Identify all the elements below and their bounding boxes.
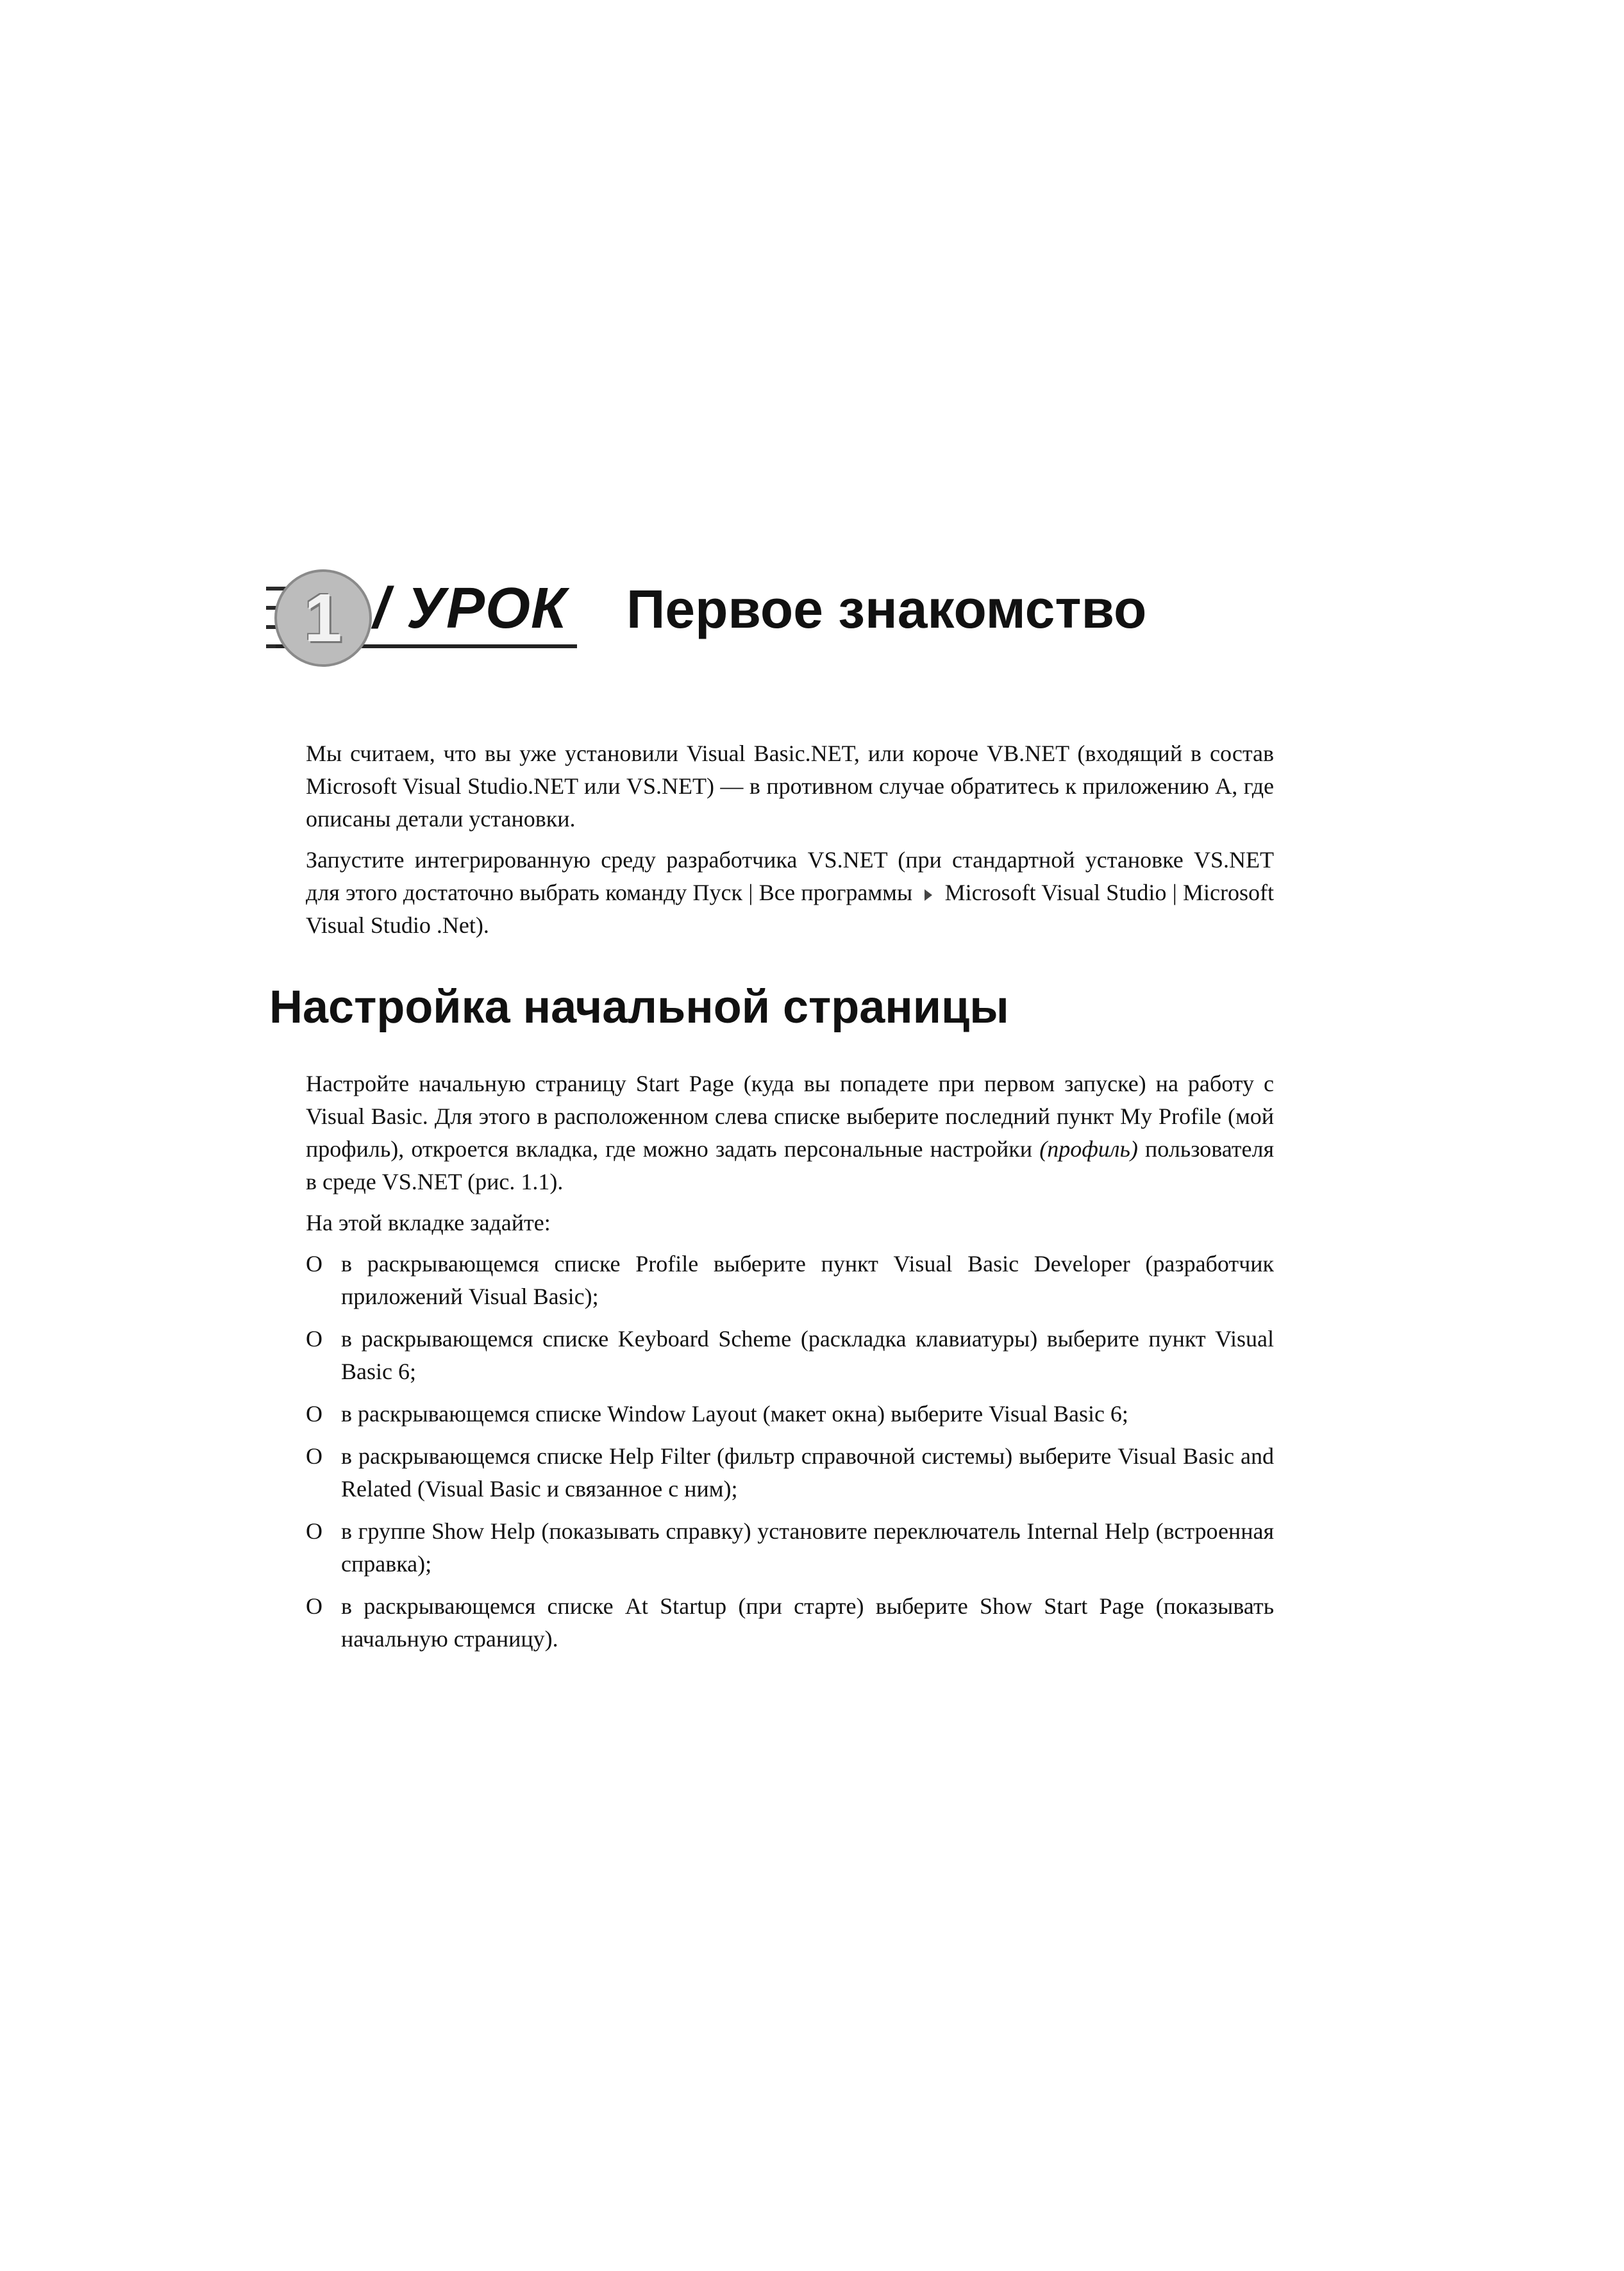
launch-text-before: Запустите интегрированную среду разработчика VS.NET (при стандартной установке VS.NET для этого достаточно выбрать команду Пуск | Все программы (306, 847, 1274, 905)
list-item-text: в раскрывающемся списке Keyboard Scheme (раскладка клавиатуры) выберите пункт Visual Basic 6; (341, 1326, 1274, 1384)
settings-list (306, 1248, 1274, 1655)
intro-section (306, 737, 1274, 950)
list-item-text: в раскрывающемся списке Help Filter (фильтр справочной системы) выберите Visual Basic and Related (Visual Basic и связанное с ним); (341, 1443, 1274, 1502)
list-item (306, 1590, 1274, 1655)
menu-arrow-icon (925, 889, 932, 901)
list-item-text: в раскрывающемся списке At Startup (при старте) выберите Show Start Page (показывать начальную страницу). (341, 1593, 1274, 1652)
list-item (306, 1440, 1274, 1505)
bullet-marker: О (306, 1401, 322, 1427)
intro-paragraph: Мы считаем, что вы уже установили Visual Basic.NET, или короче VB.NET (входящий в состав Microsoft Visual Studio.NET или VS.NET) — в противном случае обратитесь к приложению А, где описаны детали установки. (306, 741, 1274, 832)
chapter-header (256, 564, 1411, 673)
launch-paragraph (306, 844, 1274, 942)
section-heading: Настройка начальной страницы (269, 982, 1009, 1033)
bullet-marker: О (306, 1326, 322, 1352)
launch-text-middle: Microsoft Visual Studio | Microsoft Visual Studio (306, 880, 1275, 938)
settings-section (306, 1068, 1274, 1665)
list-item (306, 1248, 1274, 1313)
list-item-text: в группе Show Help (показывать справку) установите переключатель Internal Help (встроенная справка); (341, 1518, 1274, 1577)
list-item-text: в раскрывающемся списке Profile выберите пункт Visual Basic Developer (разработчик приложений Visual Basic); (341, 1251, 1274, 1309)
settings-intro-paragraph (306, 1068, 1274, 1198)
settings-intro-text: Настройте начальную страницу Start Page (куда вы попадете при первом запуске) на работу с Visual Basic. Для этого в расположенном слева списке выберите последний пункт My Profile (мой профиль), откроется вкладка, где можно задать персональные настройки (306, 1071, 1274, 1162)
chapter-number-badge (274, 569, 372, 667)
chapter-label: / УРОК (373, 576, 567, 641)
bullet-marker: О (306, 1443, 322, 1469)
bullet-marker: О (306, 1251, 322, 1277)
list-item (306, 1398, 1274, 1430)
launch-text-after: .Net). (436, 912, 489, 938)
bullet-marker: О (306, 1518, 322, 1544)
bullet-marker: О (306, 1593, 322, 1619)
settings-lead-paragraph: На этой вкладке задайте: (306, 1210, 551, 1236)
list-item (306, 1323, 1274, 1388)
chapter-number: 1 (304, 580, 342, 656)
list-item (306, 1515, 1274, 1580)
chapter-title: Первое знакомство (626, 579, 1147, 639)
list-item-text: в раскрывающемся списке Window Layout (макет окна) выберите Visual Basic 6; (341, 1401, 1128, 1427)
settings-intro-emphasis: (профиль) (1039, 1136, 1138, 1162)
settings-intro-text-end: пользователя в среде VS.NET (рис. 1.1). (306, 1136, 1275, 1194)
